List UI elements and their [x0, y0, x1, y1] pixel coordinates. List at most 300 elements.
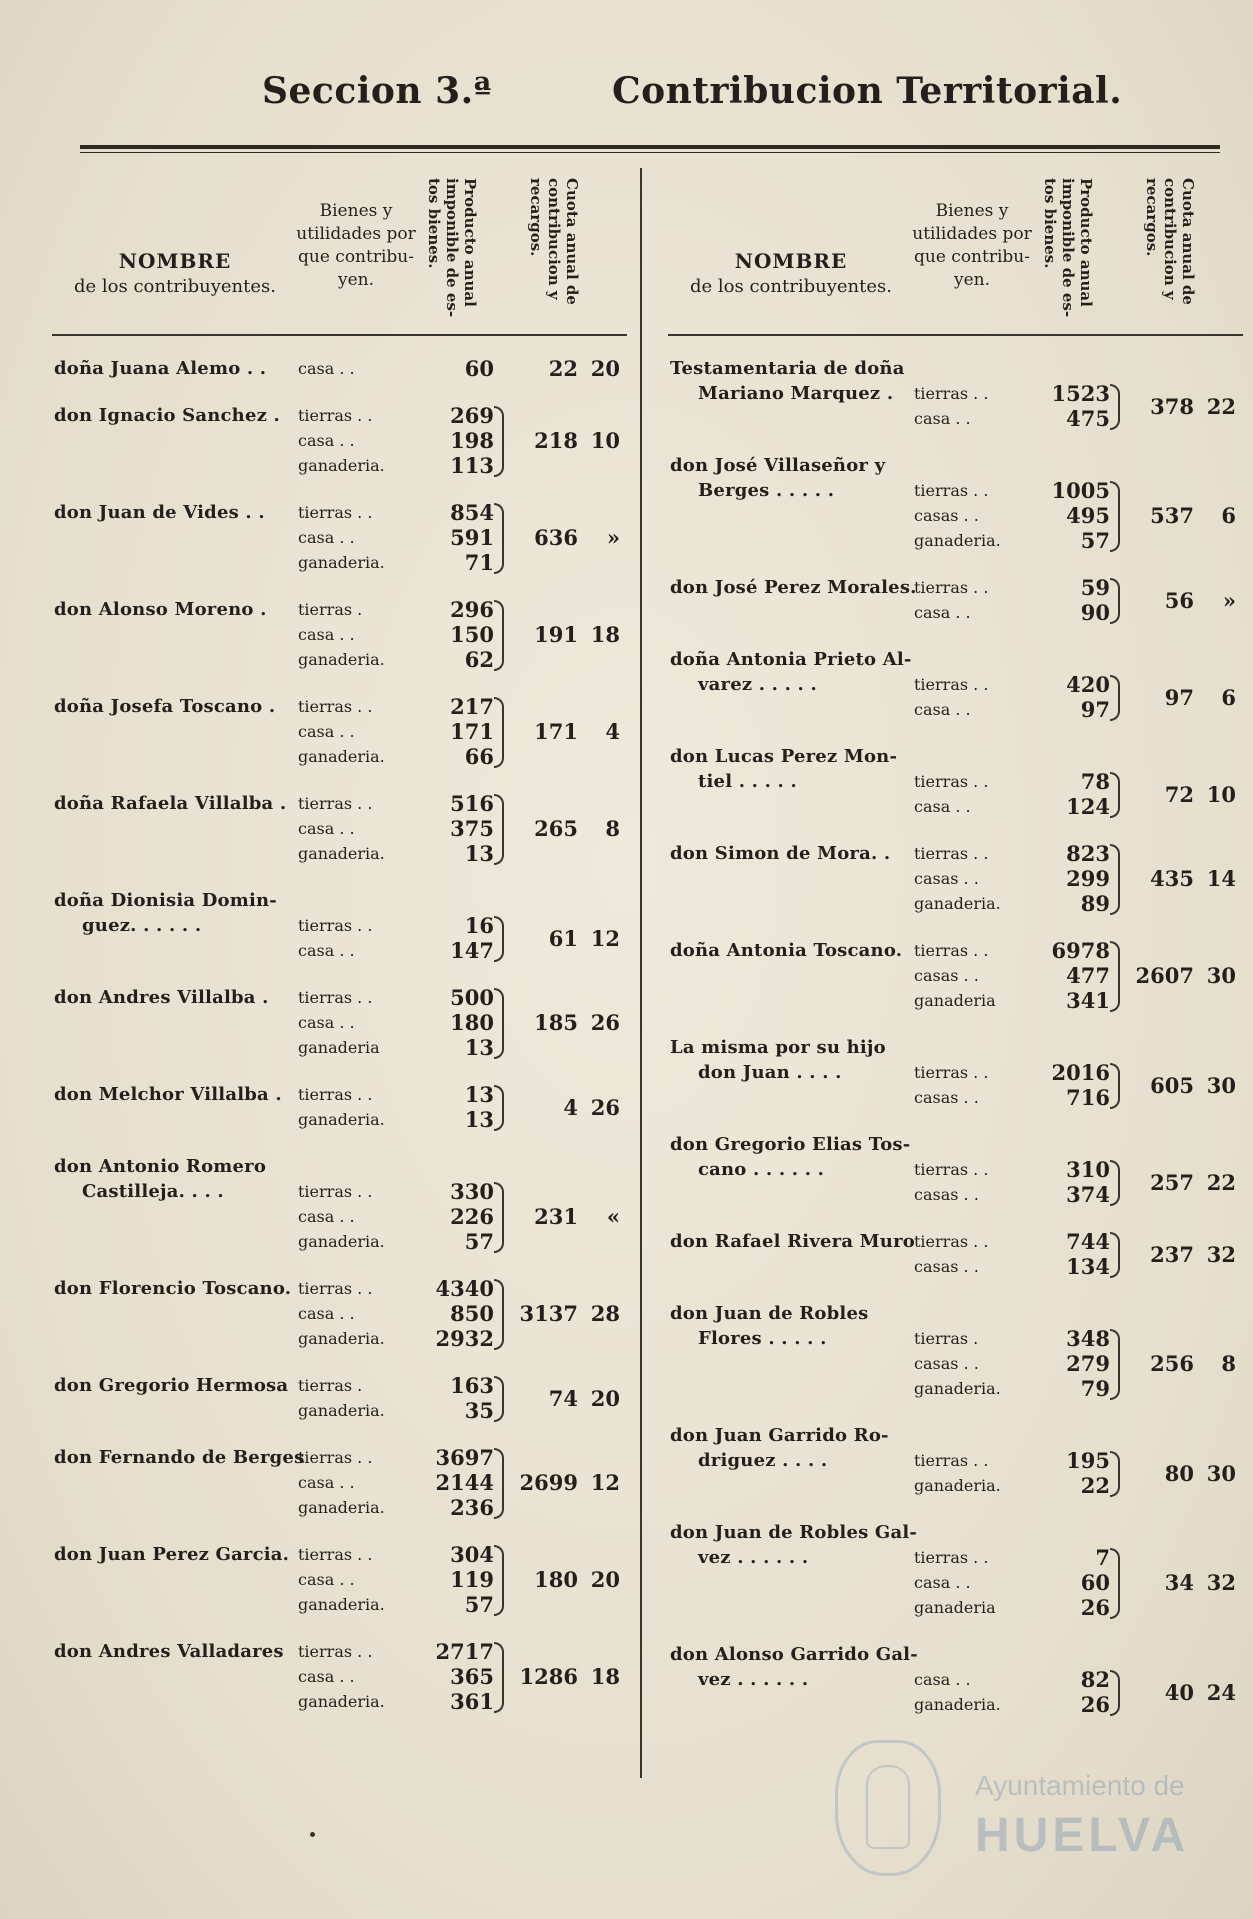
product-value: 35 [464, 1398, 494, 1423]
property-type: tierras . . [298, 916, 373, 935]
product-value: 89 [1080, 891, 1110, 916]
product-value: 57 [464, 1592, 494, 1617]
property-type [914, 1301, 1019, 1326]
product-values [1014, 1642, 1110, 1717]
product-values [398, 1639, 494, 1714]
property-type: tierras . . [914, 1548, 989, 1567]
product-value: 59 [1080, 575, 1110, 600]
product-value: 2932 [435, 1326, 494, 1351]
quota-reales: 257 [1150, 1169, 1194, 1195]
contributor-entry [52, 1445, 627, 1542]
left-entries [52, 356, 627, 1736]
property-type [914, 356, 1019, 381]
product-values [1014, 647, 1110, 722]
contributor-name-line: Berges . . . . . [698, 480, 835, 501]
contributor-name-line: La misma por su hijo [670, 1037, 886, 1058]
contributor-name [670, 1520, 928, 1570]
product-values [1014, 1520, 1110, 1620]
contributor-name-line: Mariano Marquez . [698, 383, 894, 404]
product-value: 60 [1080, 1570, 1110, 1595]
property-types [298, 597, 403, 672]
contributor-name [54, 791, 312, 816]
property-type: casa . . [914, 797, 971, 816]
quota-reales: 636 [534, 525, 578, 550]
product-values [398, 356, 494, 381]
contributor-entry [52, 597, 627, 694]
quota-cents: 32 [1206, 1241, 1236, 1267]
product-value: 341 [1066, 988, 1110, 1013]
contributor-entry [668, 1301, 1243, 1423]
contributor-name-line: don Melchor Villalba . [54, 1084, 282, 1105]
quota-reales: 218 [534, 428, 578, 453]
property-type: tierras . . [298, 794, 373, 813]
quota-cents: 14 [1206, 866, 1236, 891]
quota-cents: 10 [590, 428, 620, 453]
contributor-name-line: don José Perez Morales. [670, 577, 917, 598]
property-type: casas . . [914, 966, 979, 985]
product-values [398, 1542, 494, 1617]
contributor-entry [52, 985, 627, 1082]
property-type: ganaderia. [914, 531, 1001, 550]
product-values [398, 403, 494, 478]
product-value: 82 [1080, 1667, 1110, 1692]
contributor-name-line: don Alonso Garrido Gal- [670, 1644, 918, 1665]
contributor-name [670, 453, 928, 503]
contributor-name-line: driguez . . . . [698, 1450, 828, 1471]
quota-reales: 97 [1164, 684, 1194, 710]
property-type: casa . . [298, 941, 355, 960]
contributor-name [54, 1276, 312, 1301]
property-type: casas . . [914, 869, 979, 888]
quota-cents: 8 [1221, 1351, 1236, 1376]
product-value: 171 [450, 719, 494, 744]
name-heading-line1: NOMBRE [734, 249, 848, 273]
product-value: 420 [1066, 672, 1110, 697]
property-type: ganaderia. [298, 650, 385, 669]
property-type: casa . . [914, 603, 971, 622]
quota-cents: 12 [590, 1470, 620, 1495]
property-types [914, 938, 1019, 1013]
product-value [1014, 1035, 1110, 1060]
grouping-brace [1110, 384, 1120, 430]
product-value: 97 [1080, 697, 1110, 722]
contributor-name-line: don Juan de Robles Gal- [670, 1522, 918, 1543]
product-value: 62 [464, 647, 494, 672]
quota-reales: 4 [563, 1094, 578, 1120]
contributor-name [670, 356, 928, 406]
contributor-name-line: don Juan de Vides . . [54, 502, 265, 523]
property-type: casas . . [914, 506, 979, 525]
name-heading-line2: de los contribuyentes. [74, 276, 276, 297]
property-types [914, 744, 1019, 819]
contributor-entry [668, 744, 1243, 841]
property-types [914, 1035, 1019, 1110]
contributor-name [670, 1035, 928, 1085]
contributor-name-line: don Lucas Perez Mon- [670, 746, 898, 767]
section-number: Seccion 3.ª [262, 70, 492, 112]
product-value: 374 [1066, 1182, 1110, 1207]
property-types [914, 575, 1019, 625]
cuota-column-heading [1140, 176, 1200, 326]
product-value: 236 [450, 1495, 494, 1520]
product-value: 279 [1066, 1351, 1110, 1376]
property-types [298, 694, 403, 769]
grouping-brace [494, 1085, 504, 1131]
quota-reales: 191 [534, 622, 578, 647]
product-value: 13 [464, 1107, 494, 1132]
grouping-brace [1110, 1670, 1120, 1716]
property-type: casa . . [298, 722, 355, 741]
product-value: 57 [1080, 528, 1110, 553]
property-type: ganaderia. [298, 844, 385, 863]
header-rule-right [668, 334, 1243, 336]
contributor-name [54, 694, 312, 719]
grouping-brace [1110, 675, 1120, 721]
product-value: 299 [1066, 866, 1110, 891]
product-value: 296 [450, 597, 494, 622]
property-type: ganaderia. [298, 1329, 385, 1348]
contributor-name [670, 1642, 928, 1692]
property-type [914, 1642, 1019, 1667]
archive-watermark [835, 1740, 1215, 1870]
property-type: tierras . . [914, 578, 989, 597]
contributor-entry [52, 694, 627, 791]
property-type: casas . . [914, 1354, 979, 1373]
product-value: 3697 [435, 1445, 494, 1470]
quota-amount [1124, 782, 1244, 807]
property-type: tierras . [298, 1376, 363, 1395]
property-type [914, 1520, 1019, 1545]
product-value: 119 [450, 1567, 494, 1592]
product-value: 744 [1066, 1229, 1110, 1254]
product-value: 823 [1066, 841, 1110, 866]
contributor-name [670, 744, 928, 794]
contributor-name-line: vez . . . . . . [698, 1547, 809, 1568]
quota-amount [508, 525, 628, 550]
product-value: 330 [450, 1179, 494, 1204]
quota-cents: 24 [1206, 1679, 1236, 1705]
property-types [914, 453, 1019, 553]
property-type: casa . . [298, 625, 355, 644]
property-types [298, 1082, 403, 1132]
contributor-name-line: don Andres Villalba . [54, 987, 269, 1008]
product-values [1014, 356, 1110, 431]
property-types [914, 1132, 1019, 1207]
contributor-entry [668, 841, 1243, 938]
quota-cents: 18 [590, 1664, 620, 1689]
quota-amount [1124, 1570, 1244, 1595]
contributor-entry [52, 500, 627, 597]
product-value: 163 [450, 1373, 494, 1398]
property-types [298, 403, 403, 478]
cuota-column-heading [524, 176, 584, 326]
product-values [398, 1082, 494, 1132]
grouping-brace [494, 1448, 504, 1519]
contributor-name [54, 1542, 312, 1567]
quota-amount [1124, 963, 1244, 988]
contributor-name [670, 647, 928, 697]
product-value: 348 [1066, 1326, 1110, 1351]
quota-reales: 56 [1164, 587, 1194, 613]
section-title: Contribucion Territorial. [612, 70, 1123, 112]
product-value [1014, 1301, 1110, 1326]
quota-cents: 30 [1206, 1460, 1236, 1486]
product-value [1014, 1132, 1110, 1157]
product-value: 226 [450, 1204, 494, 1229]
quota-amount [1124, 866, 1244, 891]
property-types [298, 1639, 403, 1714]
product-value [1014, 1642, 1110, 1667]
contributor-entry [668, 575, 1243, 647]
quota-cents: 8 [605, 816, 620, 841]
grouping-brace [1110, 844, 1120, 915]
contributor-name-line: tiel . . . . . [698, 771, 797, 792]
grouping-brace [1110, 481, 1120, 552]
grouping-brace [1110, 1232, 1120, 1278]
property-type: ganaderia. [298, 1498, 385, 1517]
product-values [1014, 1301, 1110, 1401]
grouping-brace [1110, 772, 1120, 818]
product-value: 71 [464, 550, 494, 575]
name-column-heading [52, 248, 298, 300]
product-value: 217 [450, 694, 494, 719]
quota-amount [1124, 1680, 1244, 1705]
property-type: ganaderia. [298, 1595, 385, 1614]
bienes-column-heading: Bienes y utilidades por que contribu-yen. [296, 201, 416, 290]
property-type: tierras . . [914, 481, 989, 500]
property-type: tierras . . [298, 697, 373, 716]
property-type: casa . . [298, 431, 355, 450]
product-value [1014, 356, 1110, 381]
property-type: ganaderia [298, 1038, 380, 1057]
quota-amount [508, 1010, 628, 1035]
product-value: 26 [1080, 1692, 1110, 1717]
product-value: 1523 [1051, 381, 1110, 406]
contributor-entry [668, 938, 1243, 1035]
quota-amount [508, 719, 628, 744]
product-values [1014, 453, 1110, 553]
grouping-brace [494, 406, 504, 477]
property-type: tierras . . [298, 1279, 373, 1298]
quota-amount [1124, 685, 1244, 710]
product-value [398, 1154, 494, 1179]
product-value: 13 [464, 1082, 494, 1107]
property-type: casa . . [298, 1304, 355, 1323]
right-column-header [668, 168, 1243, 328]
product-value: 310 [1066, 1157, 1110, 1182]
producto-heading-text: Producto anual imponible de es-tos bienes. [425, 178, 479, 318]
property-type: tierras . . [914, 941, 989, 960]
contributor-name-line: vez . . . . . . [698, 1669, 809, 1690]
contributor-entry [52, 791, 627, 888]
contributor-entry [52, 1154, 627, 1276]
quota-cents: 26 [590, 1010, 620, 1035]
quota-amount [1124, 1170, 1244, 1195]
product-values [1014, 841, 1110, 916]
quota-amount [508, 816, 628, 841]
quota-amount [1124, 503, 1244, 528]
quota-reales: 40 [1164, 1679, 1194, 1705]
contributor-name-line: doña Antonia Prieto Al- [670, 649, 912, 670]
property-type: ganaderia [914, 1598, 996, 1617]
quota-reales: 378 [1150, 393, 1194, 419]
contributor-entry [668, 1229, 1243, 1301]
contributor-name-line: don Ignacio Sanchez . [54, 405, 280, 426]
quota-cents: 22 [1206, 393, 1236, 419]
contributor-name [54, 1154, 312, 1204]
contributor-name-line: don Alonso Moreno . [54, 599, 267, 620]
product-value: 16 [464, 913, 494, 938]
product-value: 22 [1080, 1473, 1110, 1498]
product-value: 2717 [435, 1639, 494, 1664]
property-type: ganaderia. [298, 456, 385, 475]
property-type: casas . . [914, 1088, 979, 1107]
quota-reales: 1286 [519, 1664, 578, 1689]
property-type: casa . . [298, 819, 355, 838]
property-type: tierras . . [298, 1545, 373, 1564]
property-type: tierras . . [298, 1642, 373, 1661]
page-title [0, 70, 1253, 120]
contributor-entry [52, 1082, 627, 1154]
property-types [914, 1301, 1019, 1401]
quota-cents: « [606, 1204, 620, 1229]
quota-reales: 537 [1150, 503, 1194, 528]
quota-cents: 22 [1206, 1169, 1236, 1195]
contributor-name-line: cano . . . . . . [698, 1159, 825, 1180]
contributor-entry [52, 1373, 627, 1445]
product-value: 854 [450, 500, 494, 525]
quota-reales: 72 [1164, 781, 1194, 807]
product-value: 269 [450, 403, 494, 428]
grouping-brace [1110, 578, 1120, 624]
contributor-entry [668, 356, 1243, 453]
product-values [398, 500, 494, 575]
product-values [398, 791, 494, 866]
watermark-line1: Ayuntamiento de [975, 1770, 1185, 1801]
property-type: tierras . [914, 1329, 979, 1348]
product-value: 13 [464, 1035, 494, 1060]
contributor-name [670, 575, 928, 600]
product-value: 516 [450, 791, 494, 816]
quota-reales: 22 [548, 356, 578, 381]
property-type [914, 744, 1019, 769]
quota-cents: » [1222, 587, 1236, 613]
quota-reales: 605 [1150, 1072, 1194, 1098]
contributor-entry [668, 1642, 1243, 1739]
quota-cents: 6 [1221, 684, 1236, 710]
property-types [298, 1373, 403, 1423]
property-type: casa . . [914, 1573, 971, 1592]
property-type: tierras . . [298, 988, 373, 1007]
contributor-entry [52, 1276, 627, 1373]
contributor-name [54, 1445, 312, 1470]
contributor-entry [52, 403, 627, 500]
product-value [1014, 647, 1110, 672]
property-type: tierras . [298, 600, 363, 619]
product-values [398, 985, 494, 1060]
quota-amount [508, 1664, 628, 1689]
name-column-heading [668, 248, 914, 300]
product-values [398, 597, 494, 672]
contributor-entry [52, 1542, 627, 1639]
property-types [914, 841, 1019, 916]
right-column [668, 168, 1243, 1788]
quota-reales: 185 [534, 1010, 578, 1035]
product-value: 477 [1066, 963, 1110, 988]
quota-reales: 231 [534, 1204, 578, 1229]
contributor-entry [668, 1132, 1243, 1229]
quota-amount [508, 1204, 628, 1229]
product-value: 26 [1080, 1595, 1110, 1620]
product-values [398, 1373, 494, 1423]
property-type: ganaderia. [298, 747, 385, 766]
property-type: ganaderia. [298, 553, 385, 572]
property-type: casa . . [298, 1013, 355, 1032]
property-type: tierras . . [914, 1232, 989, 1251]
cuota-heading-text: Cuota anual de contribucion y recargos. [527, 178, 581, 305]
property-type: ganaderia. [298, 1232, 385, 1251]
quota-cents: 28 [590, 1301, 620, 1326]
column-divider [640, 168, 642, 1778]
quota-reales: 61 [548, 925, 578, 951]
quota-reales: 237 [1150, 1241, 1194, 1267]
product-value [1014, 1423, 1110, 1448]
producto-column-heading [1038, 176, 1098, 326]
product-value: 90 [1080, 600, 1110, 625]
bienes-column-heading: Bienes y utilidades por que contribu-yen. [912, 201, 1032, 290]
product-value: 475 [1066, 406, 1110, 431]
contributor-entry [52, 888, 627, 985]
product-value: 198 [450, 428, 494, 453]
property-type: tierras . . [298, 406, 373, 425]
quota-cents: 6 [1221, 503, 1236, 528]
contributor-name-line: Testamentaria de doña [670, 358, 905, 379]
property-type: ganaderia. [298, 1110, 385, 1129]
product-value: 7 [1095, 1545, 1110, 1570]
quota-cents: 30 [1206, 1072, 1236, 1098]
product-value: 60 [464, 356, 494, 381]
quota-reales: 3137 [519, 1301, 578, 1326]
property-type: casa . . [298, 1473, 355, 1492]
contributor-name [54, 1082, 312, 1107]
contributor-name-line: doña Josefa Toscano . [54, 696, 276, 717]
quota-cents: 30 [1206, 963, 1236, 988]
product-value: 591 [450, 525, 494, 550]
property-type: casas . . [914, 1257, 979, 1276]
product-values [1014, 1229, 1110, 1279]
title-rule-thin [80, 152, 1220, 153]
product-value: 13 [464, 841, 494, 866]
property-types [914, 1423, 1019, 1498]
property-type: ganaderia. [914, 894, 1001, 913]
grouping-brace [1110, 1329, 1120, 1400]
property-type: casas . . [914, 1185, 979, 1204]
contributor-name [54, 985, 312, 1010]
product-value [1014, 744, 1110, 769]
contributor-entry [668, 1035, 1243, 1132]
product-value: 361 [450, 1689, 494, 1714]
quota-amount [508, 1386, 628, 1411]
product-value: 79 [1080, 1376, 1110, 1401]
quota-cents: 32 [1206, 1570, 1236, 1595]
quota-reales: 80 [1164, 1460, 1194, 1486]
property-types [914, 356, 1019, 431]
quota-cents: 26 [590, 1094, 620, 1120]
product-value: 113 [450, 453, 494, 478]
product-values [398, 694, 494, 769]
grouping-brace [1110, 941, 1120, 1012]
property-type: casa . . [914, 700, 971, 719]
